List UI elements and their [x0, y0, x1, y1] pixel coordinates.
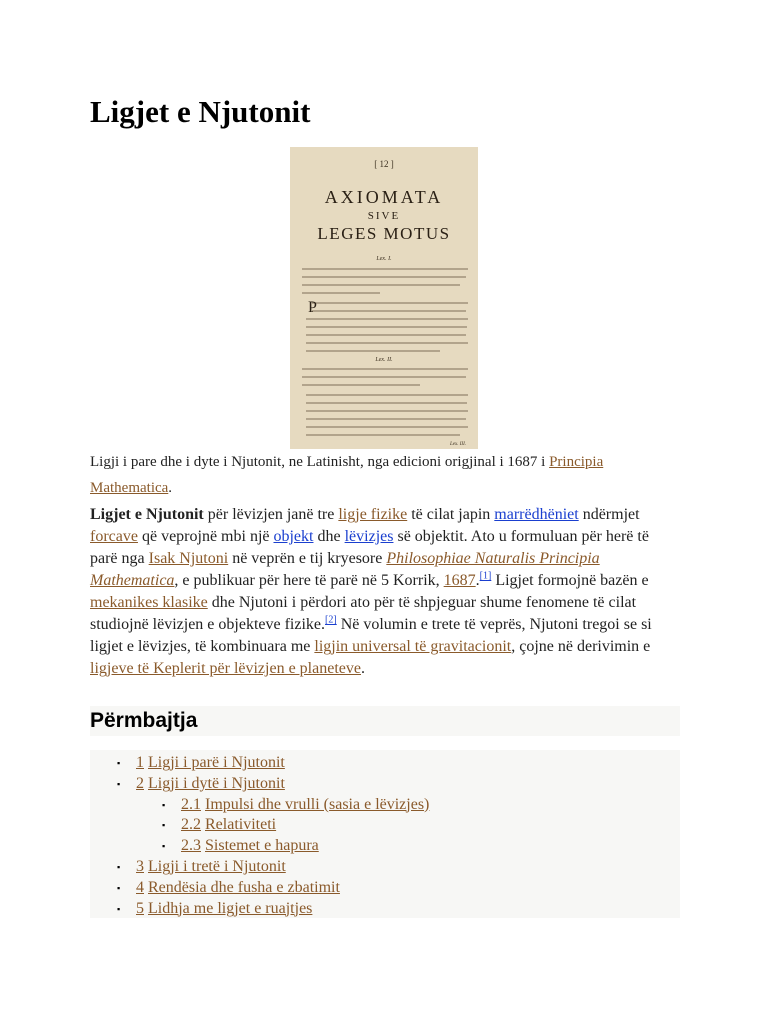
link-principia-mathematica[interactable]: Philosophiae Naturalis Principia Mathematica [90, 550, 600, 589]
toc-item-label: Ligji i dytë i Njutonit [148, 774, 285, 792]
intro-text: për lëvizjen janë tre [203, 506, 339, 523]
toc-link-1[interactable] [136, 754, 285, 771]
page-header-text: [ 12 ] [374, 159, 394, 169]
bullet-icon: ▪ [162, 841, 166, 852]
toc-item [90, 899, 429, 920]
toc-item-number: 4 [136, 878, 144, 896]
toc-item-number: 3 [136, 857, 144, 875]
toc-list [90, 753, 429, 919]
toc-item [90, 753, 429, 774]
toc-heading: Përmbajtja [90, 709, 198, 732]
principia-link[interactable]: Principia Mathematica [90, 454, 604, 496]
reference-1-link[interactable]: [1] [479, 570, 492, 582]
toc-item-label: Lidhja me ligjet e ruajtjes [148, 899, 313, 917]
bullet-icon: ▪ [162, 799, 166, 810]
toc-subitem [90, 836, 429, 857]
link-forcave[interactable]: forcave [90, 528, 138, 545]
toc-item [90, 857, 429, 878]
reference-2-link[interactable]: [2] [325, 614, 337, 626]
axiomata-heading: AXIOMATA [324, 187, 444, 207]
bullet-icon: ▪ [117, 758, 121, 768]
toc-item-number: 2.1 [181, 795, 201, 813]
sive-heading: SIVE [367, 210, 401, 222]
toc-item-number: 1 [136, 754, 144, 771]
toc-item-number: 5 [136, 899, 144, 917]
intro-bold-term: Ligjet e Njutonit [90, 506, 204, 523]
intro-text: . [475, 572, 480, 589]
toc-item-number: 2.2 [181, 816, 201, 834]
reference-1 [480, 571, 492, 582]
link-marredheniet[interactable]: marrëdhëniet [494, 506, 579, 523]
drop-cap: P [308, 299, 317, 316]
toc-item [90, 774, 429, 795]
toc-item-label: Sistemet e hapura [205, 837, 319, 855]
principia-page-drawing [290, 147, 478, 449]
toc-subitem [90, 795, 429, 816]
intro-text: të cilat japin [407, 506, 495, 523]
toc-link-2-2[interactable] [181, 816, 276, 833]
reference-2 [325, 615, 337, 626]
toc-link-4[interactable] [136, 879, 340, 896]
toc-item-label: Relativiteti [205, 816, 277, 834]
link-ligjeve-te-keplerit[interactable]: ligjeve të Keplerit për lëvizjen e planeteve [90, 660, 361, 677]
intro-text: ndërmjet [578, 506, 640, 523]
toc-link-2-1[interactable] [181, 796, 429, 813]
lex-two-label: Lex. II. [375, 357, 393, 363]
caption-end: . [168, 480, 173, 496]
link-isak-njutoni[interactable]: Isak Njutoni [148, 550, 229, 567]
principia-page-image [290, 147, 478, 449]
bullet-icon: ▪ [117, 882, 121, 893]
toc-item-label: Ligji i parë i Njutonit [148, 754, 285, 771]
toc-item-number: 2.3 [181, 837, 201, 855]
table-of-contents [90, 750, 680, 918]
link-objekt[interactable]: objekt [273, 528, 314, 545]
intro-text: . [360, 660, 365, 677]
toc-item-label: Ligji i tretë i Njutonit [148, 857, 286, 875]
bullet-icon: ▪ [117, 778, 121, 789]
lex-one-label: Lex. I. [376, 256, 392, 262]
intro-text: dhe Njutoni i përdori ato për të shpjeguar shume fenomene të cilat studiojnë lëvizjen e objekteve fizike. [90, 594, 637, 633]
toc-link-3[interactable] [136, 858, 286, 875]
intro-text: që veprojnë mbi një [137, 528, 274, 545]
image-caption [90, 449, 680, 501]
page-title: Ligjet e Njutonit [90, 94, 311, 129]
toc-item-label: Rendësia dhe fusha e zbatimit [148, 878, 340, 896]
link-1687[interactable]: 1687 [443, 572, 476, 589]
lex-three-label: Lex. III. [450, 442, 466, 447]
toc-item-label: Impulsi dhe vrulli (sasia e lëvizjes) [205, 795, 430, 813]
intro-text: Në volumin e trete të veprës, Njutoni tregoi se si ligjet e lëvizjes, të kombinuara me [90, 616, 652, 655]
link-mekanikes-klasike[interactable]: mekanikes klasike [90, 594, 208, 611]
intro-text: në veprën e tij kryesore [228, 550, 387, 567]
bullet-icon: ▪ [117, 861, 121, 872]
toc-item-number: 2 [136, 774, 144, 792]
toc-link-5[interactable] [136, 900, 312, 917]
link-levizjes[interactable]: lëvizjes [344, 528, 394, 545]
intro-text: , çojne në derivimin e [511, 638, 651, 655]
intro-text: së objektit. Ato u formuluan për herë të parë nga [90, 528, 649, 567]
toc-link-2-3[interactable] [181, 837, 319, 854]
caption-text: Ligji i pare dhe i dyte i Njutonit, ne Latinisht, nga edicioni origjinal i 1687 i [90, 454, 550, 470]
intro-paragraph [90, 504, 680, 680]
bullet-icon: ▪ [162, 820, 166, 831]
intro-text: , e publikuar për here të parë në 5 Korrik, [174, 572, 444, 589]
leges-motus-heading: LEGES MOTUS [317, 224, 451, 243]
intro-text: dhe [313, 528, 345, 545]
link-ligje-fizike[interactable]: ligje fizike [338, 506, 408, 523]
toc-item [90, 878, 429, 899]
toc-link-2[interactable] [136, 775, 285, 792]
toc-subitem [90, 815, 429, 836]
link-ligjin-universal[interactable]: ligjin universal të gravitacionit [314, 638, 512, 655]
intro-text: Ligjet formojnë bazën e [491, 572, 649, 589]
bullet-icon: ▪ [117, 903, 121, 914]
